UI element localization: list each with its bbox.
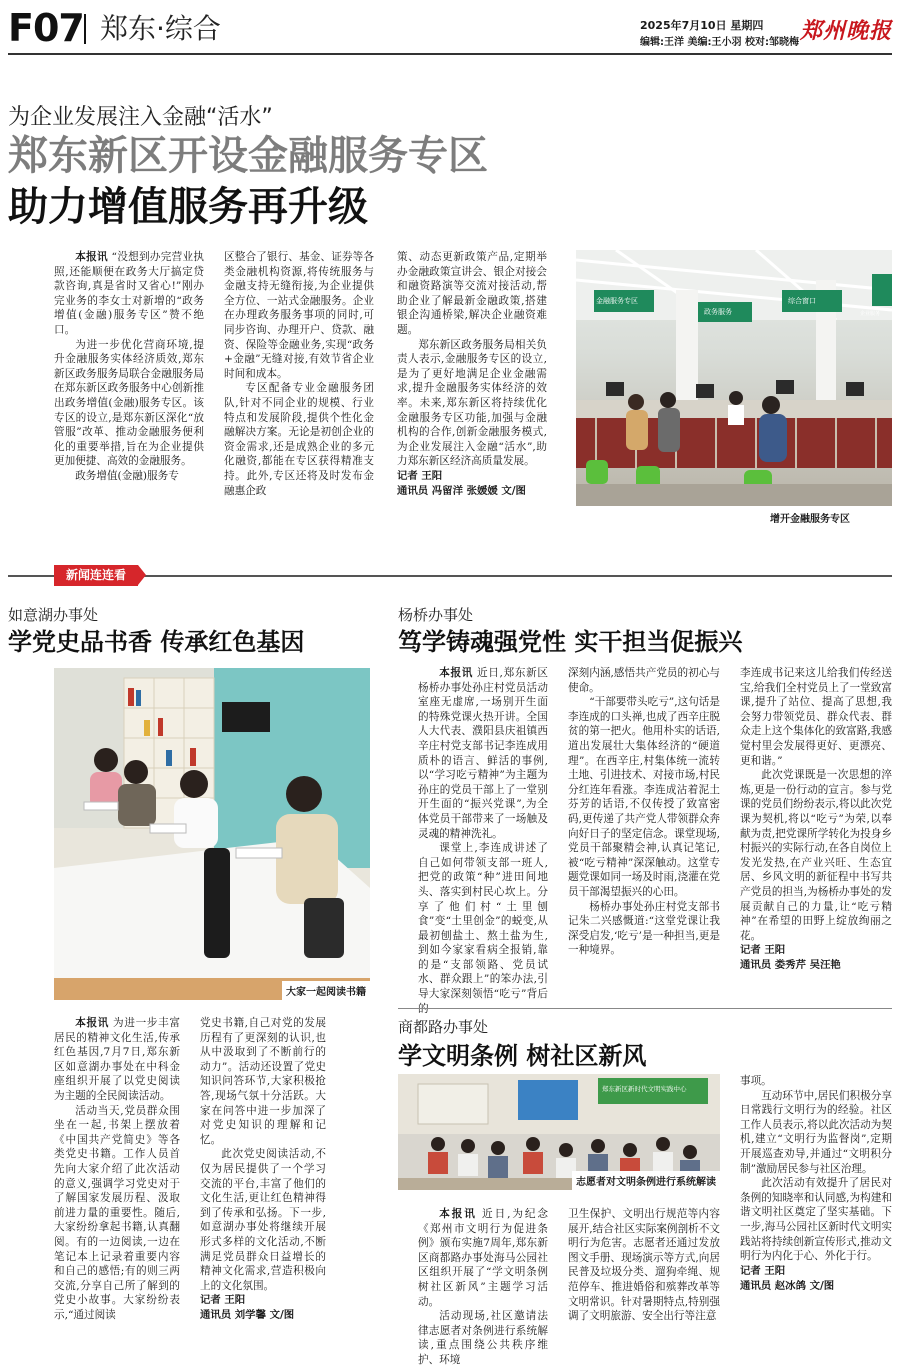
yangqiao-col3-text: 李连成书记来这儿给我们传经送宝,给我们全村党员上了一堂致富课,提升了站位、提高了思想,我会努力带领党员、群众代表、群众走上这个集体化的致富路,我感觉村里会发展得更好、更漂亮、更和谐。” <box>740 667 892 767</box>
service-hall-illustration <box>576 250 892 506</box>
shangdu-photo-caption: 志愿者对文明条例进行系统解读 <box>572 1171 720 1190</box>
lead-col3-para2: 郑东新区政务服务局相关负责人表示,金融服务专区的设立,是为了更好地满足企业金融需求,提升金融服务实体经济的效率。未来,郑东新区将持续优化金融服务专区功能,加强与金融机构的合作,创新金融服务模式,为企业发展注入金融“活水”,助力郑东新区经济高质量发展。 <box>397 338 547 468</box>
logo-text: 郑州晚报 <box>800 18 893 44</box>
ruyi-col1-para2: 活动当天,党员群众围坐在一起,书架上摆放着《中国共产党简史》等各类党史书籍。工作人员首先向大家介绍了此次活动的意义,强调学习党史对于了解国家发展历程、汲取前进力量的重要性。随后,大家纷纷拿起书籍,认真翻阅。有的一边阅读,一边在笔记本上记录着重要内容和自己的感悟;有的则三两交流,分享自己所了解到的党史小故事。大家纷纷表示,“通过阅读 <box>54 1104 180 1321</box>
shangdu-headline: 学文明条例 树社区新风 <box>398 1042 647 1070</box>
yangqiao-headline: 笃学铸魂强党性 实干担当促振兴 <box>398 628 743 656</box>
issue-date: 2025年7月10日 星期四 <box>640 19 764 32</box>
sign-label-1: 金融服务专区 <box>596 297 638 305</box>
shangdu-column-1 <box>418 1207 549 1366</box>
yangqiao-col2-text: 深刻内涵,感悟共产党员的初心与使命。 <box>568 667 720 694</box>
yangqiao-col2-para2: “干部要带头吃亏”,这句话是李连成的口头禅,也成了西辛庄脱贫的第一把火。他用朴实的话语,道出发展壮大集体经济的“硬道理”。在西辛庄,村集体统一流转土地、引进技术、对接市场,村民分红连年看涨。李连成沾着泥土芬芳的话语,不仅传授了致富密码,更传递了共产党人带领群众奔向好日子的坚定信念。课堂现场,党员干部聚精会神,认真记笔记,被“吃亏精神”深深触动。这堂专题党课如同一场及时雨,浇灌在党员干部渴望振兴的心田。 <box>568 696 720 898</box>
shangdu-col2-text: 卫生保护、文明出行规范等内容展开,结合社区实际案例剖析不文明行为危害。志愿者还通过发放图文手册、现场演示等方式,向居民普及垃圾分类、遛狗牵绳、规范停车、推进婚俗和殡葬改革等文明常识。针对暑期特点,特别强调了文明旅游、安全出行等注意 <box>568 1208 720 1323</box>
shangdu-reporter: 记者 王阳 <box>740 1264 786 1277</box>
shangdu-correspondent: 通讯员 赵冰鸽 文/图 <box>740 1279 835 1292</box>
shangdu-photo-banner: 郑东新区新时代文明实践中心 <box>602 1085 687 1093</box>
ruyi-col2-para2: 此次党史阅读活动,不仅为居民提供了一个学习交流的平台,丰富了他们的文化生活,更让红色精神得到了传承和弘扬。下一步,如意湖办事处将继续开展形式多样的文化活动,不断满足党员群众日益增长的精神文化需求,营造积极向上的文化氛围。 <box>200 1148 326 1292</box>
news-tag <box>54 565 138 586</box>
ruyi-reporter: 记者 王阳 <box>200 1294 246 1307</box>
yangqiao-col3-para2: 此次党课既是一次思想的淬炼,更是一份行动的宣言。参与党课的党员们纷纷表示,将以此次党课为契机,将以“吃亏”为荣,以奉献为责,把党课所学转化为投身乡村振兴的实际行动,在各自岗位上发光发热,在产业兴旺、生态宜居、乡风文明的新征程中书写共产党员的担当,为杨桥办事处的发展贡献自己的力量,让“吃亏精神”在希望的田野上绽放绚丽之花。 <box>740 769 892 942</box>
lead-col1-para3: 政务增值(金融)服务专 <box>75 469 179 482</box>
shangdu-column-2 <box>568 1207 720 1347</box>
shangdu-col1-text: 近日,为纪念《郑州市文明行为促进条例》颁布实施7周年,郑东新区商都路办事处海马公园社区组织开展了“学文明条例 树社区新风”主题学习活动。 <box>418 1208 549 1308</box>
lead-column-2 <box>224 250 374 525</box>
ruyi-col1-text: 为进一步丰富居民的精神文化生活,传承红色基因,7月7日,郑东新区如意湖办事处在中科金座组织开展了以党史阅读为主题的全民阅读活动。 <box>54 1017 180 1102</box>
yangqiao-reporter: 记者 王阳 <box>740 944 786 957</box>
section-title: 郑东·综合 <box>100 12 221 45</box>
lead-col1-para2: 为进一步优化营商环境,提升金融服务实体经济质效,郑东新区政务服务局联合金融服务局在郑东新区政务服务中心创新推出政务增值(金融)服务专区。该专区的设立,是郑东新区深化“放管服”改革、推动金融服务便利化的重要举措,旨在为企业提供更加便捷、高效的金融服务。 <box>54 338 204 468</box>
lead-col2-text: 区整合了银行、基金、证券等各类金融机构资源,将传统服务与金融支持无缝衔接,为企业提供全方位、一站式金融服务。企业在办理政务服务事项的同时,可同步咨询、办理开户、贷款、融资、保险等金融业务,实现“政务+金融”无缝对接,有效节省企业时间和成本。 <box>224 251 374 380</box>
sign-label-2: 政务服务 <box>704 308 732 316</box>
ruyi-column-1 <box>54 1016 180 1346</box>
sign-label-3: 综合窗口 <box>788 297 816 305</box>
lead-dateline: 本报讯 <box>75 251 108 263</box>
page-number: F07 <box>8 6 84 50</box>
shangdu-dateline: 本报讯 <box>439 1208 477 1220</box>
news-tag-label: 新闻连连看 <box>65 568 126 582</box>
lead-column-3 <box>397 250 547 525</box>
lead-headline-2: 助力增值服务再升级 <box>8 183 368 230</box>
yangqiao-column-3 <box>740 666 892 1002</box>
ruyi-column-2 <box>200 1016 326 1346</box>
ruyi-photo-caption: 大家一起阅读书籍 <box>282 981 370 1000</box>
shangdu-col3-para3: 此次活动有效提升了居民对条例的知晓率和认同感,为构建和谐文明社区奠定了坚实基础。下一步,海马公园社区新时代文明实践站将持续创新宣传形式,推动文明行为内化于心、外化于行。 <box>740 1177 892 1263</box>
yangqiao-column-2 <box>568 666 720 1002</box>
lead-reporter: 记者 王阳 <box>397 469 443 482</box>
shangdu-photo <box>398 1074 720 1190</box>
ruyi-photo <box>54 668 370 1000</box>
shangdu-office: 商都路办事处 <box>398 1018 489 1036</box>
header-divider-bar <box>84 14 86 44</box>
lead-kicker: 为企业发展注入金融“活水” <box>8 105 273 130</box>
ruyi-headline: 学党史品书香 传承红色基因 <box>8 628 305 656</box>
ruyi-col2-text: 党史书籍,自己对党的发展历程有了更深刻的认识,也从中汲取到了不断前行的动力”。活动还设置了党史知识问答环节,大家积极抢答,现场气氛十分活跃。大家在问答中进一步加深了对党史知识的理解和记忆。 <box>200 1017 326 1146</box>
ruyi-correspondent: 通讯员 刘学馨 文/图 <box>200 1309 295 1322</box>
lead-col2-para2: 专区配备专业金融服务团队,针对不同企业的规模、行业特点和发展阶段,提供个性化金融解决方案。无论是初创企业的资金需求,还是成熟企业的多元化融资,都能在专区获得精准支持。此外,专区还将及时发布金融惠企政 <box>224 382 374 497</box>
lead-col1-text: “没想到办完营业执照,还能顺便在政务大厅搞定贷款咨询,真是省时又省心!”刚办完业务的李女士对新增的“政务增值(金融)服务专区”赞不绝口。 <box>54 251 205 336</box>
ruyi-dateline: 本报讯 <box>75 1017 109 1029</box>
news-tag-notch <box>138 565 146 585</box>
ruyi-office: 如意湖办事处 <box>8 606 99 624</box>
reading-room-illustration <box>54 668 370 1000</box>
lead-headline-1: 郑东新区开设金融服务专区 <box>8 132 488 179</box>
editor-credits: 编辑:王洋 美编:王小羽 校对:邹晓梅 <box>640 37 799 48</box>
shangdu-column-3 <box>740 1074 892 1348</box>
lead-col3-text: 策、动态更新政策产品,定期举办金融政策宣讲会、银企对接会和融资路演等交流对接活动,帮助企业了解最新金融政策,搭建银企沟通桥梁,解决企业融资难题。 <box>397 251 547 336</box>
yangqiao-col1-para2: 课堂上,李连成讲述了自己如何带领支部一班人,把党的政策“种”进田间地头、落实到村民心坎上。分享了他们村“土里刨食”变“土里创金”的蜕变,从最初刨盐土、熬土盐为生,到如今家家看病全报销,靠的是“支部领路、党员试水、群众跟上”的笨办法,引导大家深刻领悟“吃亏”背后 <box>418 842 548 1001</box>
yangqiao-col2-para3: 杨桥办事处孙庄村党支部书记朱二兴感慨道:“这堂党课让我深受启发,‘吃亏’是一种担当,更是一种境界。 <box>568 900 720 957</box>
lead-photo-caption: 增开金融服务专区 <box>770 514 850 525</box>
shangdu-col1-para2: 活动现场,社区邀请法律志愿者对条例进行系统解读,重点围绕公共秩序维护、环境 <box>418 1310 548 1366</box>
shangdu-col3-para2: 互动环节中,居民们积极分享日常践行文明行为的经验。社区工作人员表示,将以此次活动为契机,建立“文明行为监督岗”,定期开展巡查劝导,并通过“文明积分制”激励居民参与社区治理。 <box>740 1089 892 1175</box>
yangqiao-column-1 <box>418 666 548 1002</box>
lead-column-1 <box>54 250 204 525</box>
yangqiao-office: 杨桥办事处 <box>398 606 474 624</box>
lead-photo <box>576 250 892 506</box>
lead-correspondent: 通讯员 冯留洋 张媛媛 文/图 <box>397 484 526 497</box>
header-rule <box>8 53 892 55</box>
shangdu-col3-text: 事项。 <box>740 1075 772 1087</box>
yangqiao-col1-text: 近日,郑东新区杨桥办事处孙庄村党员活动室座无虚席,一场别开生面的特殊党课火热开讲。全国人大代表、濮阳县庆祖镇西辛庄村党支部书记李连成用质朴的语言、鲜活的事例,以“学习吃亏精神”为主题为孙庄的党员干部上了一堂别开生面的“振兴党课”,为全体党员干部带来了一场触及灵魂的精神洗礼。 <box>418 667 548 840</box>
yangqiao-dateline: 本报讯 <box>439 667 473 679</box>
yangqiao-correspondent: 通讯员 娄秀芹 吴汪艳 <box>740 959 841 972</box>
sign-label-4: 企业服务 <box>860 311 881 317</box>
newspaper-logo <box>800 14 894 48</box>
shangdu-top-rule <box>398 1008 892 1009</box>
